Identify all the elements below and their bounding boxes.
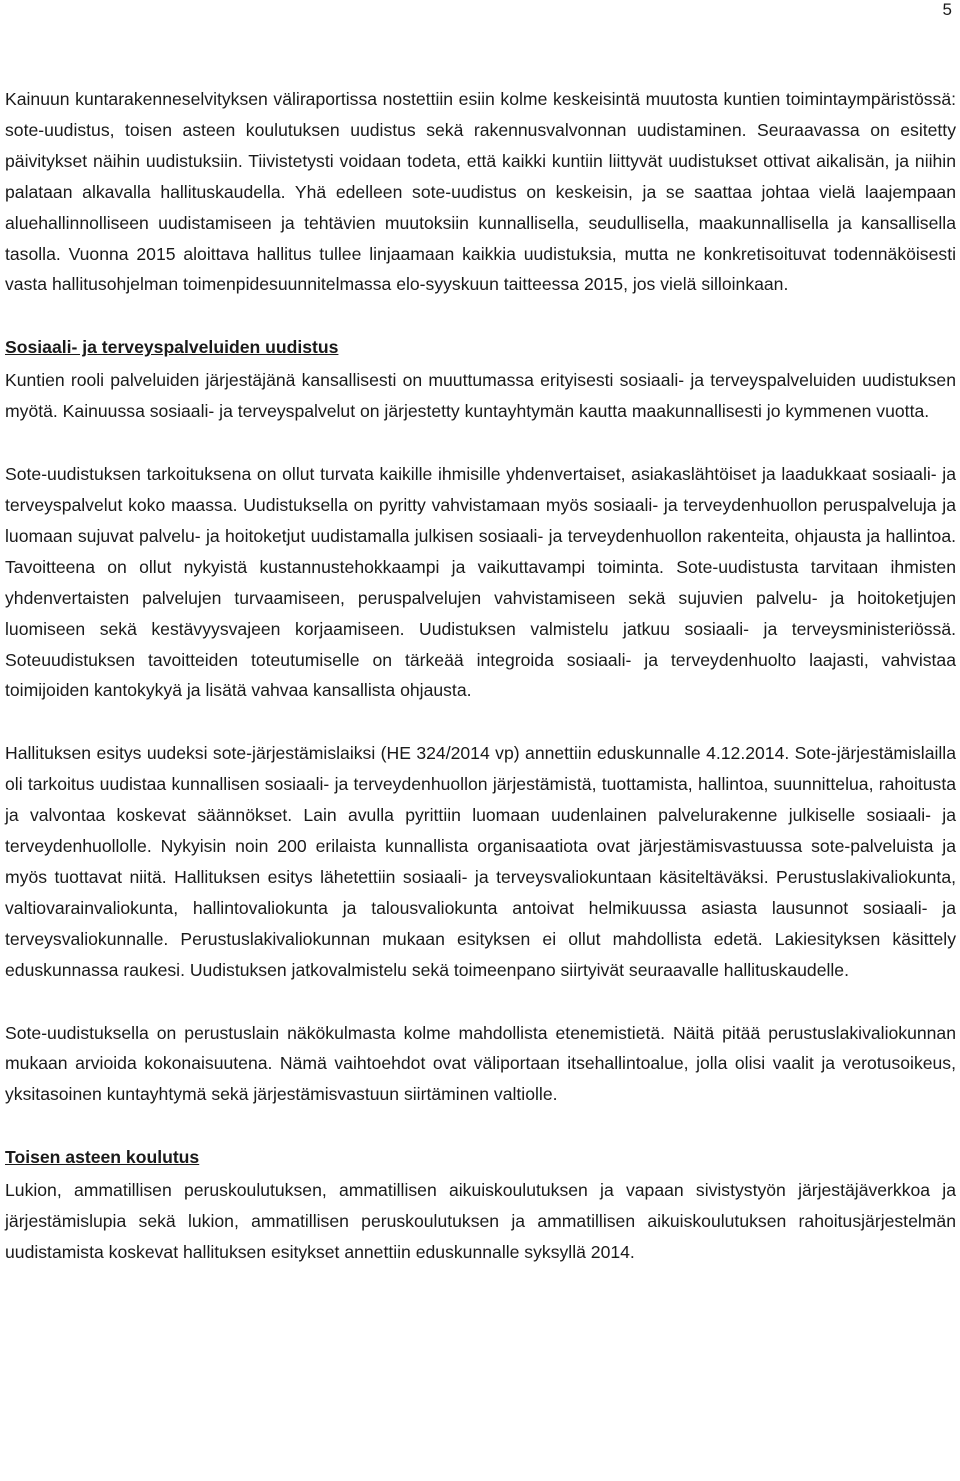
- education-paragraph: Lukion, ammatillisen peruskoulutuksen, ammatillisen aikuiskoulutuksen ja vapaan sivistystyön järjestäjäverkkoa ja järjestämislupia sekä lukion, ammatillisen peruskoulutuksen ja ammatillisen aikuiskoulutuksen rahoitusjärjestelmän uudistamista koskevat hallituksen esitykset annettiin eduskunnalle syksyllä 2014.: [5, 1180, 956, 1262]
- sote-paragraph-4: Sote-uudistuksella on perustuslain näkökulmasta kolme mahdollista etenemistietä. Näitä pitää perustuslakivaliokunnan mukaan arvioida kokonaisuutena. Nämä vaihtoehdot ovat väliportaan itsehallintoalue, jolla olisi vaalit ja verotusoikeus, yksitasoinen kuntayhtymä sekä järjestämisvastuun siirtäminen valtiolle.: [5, 1022, 956, 1105]
- sote-paragraph-1: Kuntien rooli palveluiden järjestäjänä kansallisesti on muuttumassa erityisesti sosiaali- ja terveyspalveluiden uudistuksen myötä. Kainuussa sosiaali- ja terveyspalvelut on järjestetty kuntayhtymän kautta maakunnallisesti jo kymmenen vuotta.: [5, 370, 956, 422]
- intro-paragraph: Kainuun kuntarakenneselvityksen väliraportissa nostettiin esiin kolme keskeisintä muutosta kuntien toimintaympäristössä: sote-uudistus, toisen asteen koulutuksen uudistus sekä rakennusvalvonnan uudistaminen. Seuraavassa on esitetty päivitykset näihin uudistuksiin. Tiivistetysti voidaan todeta, että kaikki kuntiin liittyvät uudistukset ottivat aikalisän, ja niihin palataan alkavalla hallituskaudella. Yhä edelleen sote-uudistus on keskeisin, ja se saattaa johtaa vielä laajempaan aluehallinnolliseen uudistamiseen ja tehtävien muutoksiin kunnallisella, seudullisella, maakunnallisella ja kansallisella tasolla. Vuonna 2015 aloittava hallitus tullee linjaamaan kaikkia uudistuksia, mutta ne konkretisoituvat todennäköisesti vasta hallitusohjelman toimenpidesuunnitelmassa elo-syyskuun taitteessa 2015, jos vielä silloinkaan.: [5, 89, 956, 295]
- sote-paragraph-2: Sote-uudistuksen tarkoituksena on ollut turvata kaikille ihmisille yhdenvertaiset, asiakaslähtöiset ja laadukkaat sosiaali- ja terveyspalvelut koko maassa. Uudistuksella on pyritty vahvistamaan myös sosiaali- ja terveydenhuollon peruspalveluja ja luomaan sujuvat palvelu- ja hoitoketjut uudistamalla julkisen sosiaali- ja terveydenhuollon rakenteita, ohjausta ja hallintoa. Tavoitteena on ollut nykyistä kustannustehokkaampi ja vaikuttavampi toiminta. Sote-uudistusta tarvitaan ihmisten yhdenvertaisten palvelujen turvaamiseen, peruspalvelujen vahvistamiseen sekä sujuvien palvelu- ja hoitoketjujen luomiseen sekä kestävyysvajeen korjaamiseen. Uudistuksen valmistelu jatkuu sosiaali- ja terveysministeriössä. Soteuudistuksen tavoitteiden toteutumiselle on tärkeää integroida sosiaali- ja terveydenhuolto laajasti, vahvistaa toimijoiden kantokykyä ja lisätä vahvaa kansallista ohjausta.: [5, 464, 956, 701]
- page-number: 5: [942, 0, 952, 19]
- section-heading-education: Toisen asteen koulutus: [5, 1147, 200, 1168]
- document-body: [5, 84, 956, 1300]
- sote-paragraph-3: Hallituksen esitys uudeksi sote-järjestämislaiksi (HE 324/2014 vp) annettiin eduskunnalle 4.12.2014. Sote-järjestämislailla oli tarkoitus uudistaa kunnallisen sosiaali- ja terveydenhuollon järjestämistä, tuottamista, hallintoa, suunnittelua, rahoitusta ja valvontaa koskevat säännökset. Lain avulla pyrittiin luomaan uudenlainen palvelurakenne julkiselle sosiaali- ja terveydenhuollolle. Nykyisin noin 200 erilaista kunnallista organisaatiota ovat järjestämisvastuussa sote-palveluista ja myös tuottavat niitä. Hallituksen esitys lähetettiin sosiaali- ja terveysvaliokuntaan käsiteltäväksi. Perustuslakivaliokunta, valtiovarainvaliokunta, hallintovaliokunta ja talousvaliokunta antoivat helmikuussa asiasta lausunnot sosiaali- ja terveysvaliokunnalle. Perustuslakivaliokunnan mukaan esityksen ei ollut mahdollista edetä. Lakiesityksen käsittely eduskunnassa raukesi. Uudistuksen jatkovalmistelu sekä toimeenpano siirtyivät seuraavalle hallituskaudelle.: [5, 743, 956, 980]
- section-heading-sote: Sosiaali- ja terveyspalveluiden uudistus: [5, 337, 339, 358]
